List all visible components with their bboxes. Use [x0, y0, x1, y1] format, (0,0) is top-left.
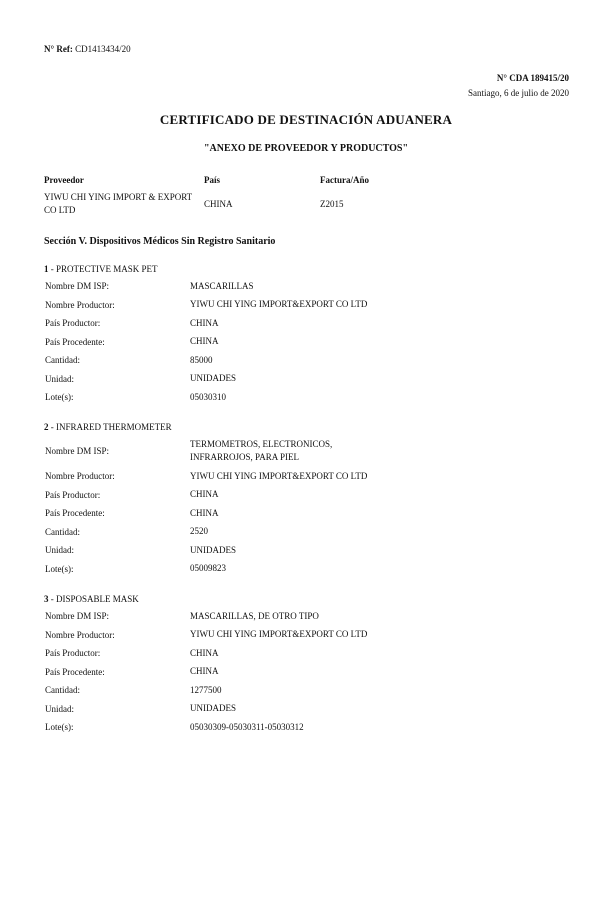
- label-nombre-productor: Nombre Productor:: [45, 471, 115, 482]
- supplier-header: Proveedor: [44, 175, 84, 185]
- reference-value: CD1413434/20: [75, 44, 131, 54]
- label-nombre-dm: Nombre DM ISP:: [45, 446, 110, 456]
- value-pais-productor: CHINA: [190, 489, 219, 500]
- row-pais-productor: [44, 486, 574, 505]
- label-nombre-productor: Nombre Productor:: [45, 629, 115, 640]
- label-cantidad: Cantidad:: [45, 526, 80, 537]
- product-number: 3: [44, 594, 49, 604]
- label-pais-procedente: País Procedente:: [45, 508, 105, 519]
- document-title: CERTIFICADO DE DESTINACIÓN ADUANERA: [159, 112, 453, 127]
- product-name: - INFRARED THERMOMETER: [48, 422, 172, 432]
- label-unidad: Unidad:: [45, 545, 74, 556]
- row-lotes: [44, 718, 574, 737]
- value-nombre-productor: YIWU CHI YING IMPORT&EXPORT CO LTD: [190, 629, 368, 640]
- reference-number: [44, 44, 131, 54]
- label-cantidad: Cantidad:: [45, 355, 80, 366]
- label-cantidad: Cantidad:: [45, 685, 80, 696]
- label-unidad: Unidad:: [45, 373, 74, 384]
- value-nombre-dm: TERMOMETROS, ELECTRONICOS, INFRARROJOS, PARA PIEL: [190, 439, 333, 462]
- value-nombre-productor: YIWU CHI YING IMPORT&EXPORT CO LTD: [190, 299, 368, 310]
- invoice-number: Z2015: [320, 199, 344, 209]
- label-nombre-productor: Nombre Productor:: [45, 299, 115, 310]
- row-nombre-dm: [44, 435, 574, 467]
- country-header: País: [204, 175, 221, 185]
- supplier-name: YIWU CHI YING IMPORT & EXPORT CO LTD: [44, 192, 193, 215]
- label-unidad: Unidad:: [45, 703, 74, 714]
- product-title: [44, 419, 574, 435]
- value-pais-procedente: CHINA: [190, 507, 219, 518]
- value-nombre-productor: YIWU CHI YING IMPORT&EXPORT CO LTD: [190, 470, 368, 481]
- value-cantidad: 1277500: [190, 684, 222, 695]
- row-nombre-dm: [44, 277, 574, 296]
- supplier-country: CHINA: [204, 199, 233, 209]
- product-number: 2: [44, 422, 49, 432]
- product-name: - DISPOSABLE MASK: [48, 594, 139, 604]
- value-lotes: 05009823: [190, 563, 226, 574]
- value-pais-productor: CHINA: [190, 317, 219, 328]
- product-block-1: [44, 261, 574, 407]
- label-nombre-dm: Nombre DM ISP:: [45, 611, 110, 622]
- label-pais-productor: País Productor:: [45, 489, 101, 500]
- label-nombre-dm: Nombre DM ISP:: [45, 281, 110, 292]
- value-lotes: 05030310: [190, 391, 226, 402]
- invoice-header: Factura/Año: [320, 175, 369, 185]
- row-nombre-productor: [44, 626, 574, 645]
- document-subtitle: "ANEXO DE PROVEEDOR Y PRODUCTOS": [203, 143, 409, 154]
- label-pais-procedente: País Procedente:: [45, 336, 105, 347]
- label-pais-productor: País Productor:: [45, 648, 101, 659]
- row-cantidad: [44, 523, 574, 542]
- value-unidad: UNIDADES: [190, 703, 236, 714]
- value-unidad: UNIDADES: [190, 373, 236, 384]
- row-pais-procedente: [44, 663, 574, 682]
- label-pais-productor: País Productor:: [45, 318, 101, 329]
- label-pais-procedente: País Procedente:: [45, 666, 105, 677]
- product-block-3: [44, 591, 574, 737]
- row-unidad: [44, 700, 574, 719]
- value-unidad: UNIDADES: [190, 544, 236, 555]
- reference-label: N° Ref:: [44, 44, 73, 54]
- row-unidad: [44, 541, 574, 560]
- product-block-2: [44, 419, 574, 578]
- value-cantidad: 2520: [190, 526, 208, 537]
- row-pais-procedente: [44, 504, 574, 523]
- value-nombre-dm: MASCARILLAS, DE OTRO TIPO: [190, 610, 319, 621]
- row-pais-procedente: [44, 333, 574, 352]
- product-name: - PROTECTIVE MASK PET: [48, 264, 158, 274]
- value-pais-procedente: CHINA: [190, 666, 219, 677]
- value-pais-procedente: CHINA: [190, 336, 219, 347]
- row-cantidad: [44, 681, 574, 700]
- row-nombre-dm: [44, 607, 574, 626]
- product-title: [44, 261, 574, 277]
- product-number: 1: [44, 264, 49, 274]
- row-cantidad: [44, 351, 574, 370]
- row-pais-productor: [44, 314, 574, 333]
- row-lotes: [44, 388, 574, 407]
- document-date: Santiago, 6 de julio de 2020: [468, 88, 569, 98]
- row-nombre-productor: [44, 296, 574, 315]
- label-lotes: Lote(s):: [45, 722, 74, 733]
- row-pais-productor: [44, 644, 574, 663]
- value-nombre-dm: MASCARILLAS: [190, 280, 254, 291]
- label-lotes: Lote(s):: [45, 563, 74, 574]
- value-cantidad: 85000: [190, 354, 213, 365]
- row-unidad: [44, 370, 574, 389]
- product-title: [44, 591, 574, 607]
- label-lotes: Lote(s):: [45, 392, 74, 403]
- section-title: Sección V. Dispositivos Médicos Sin Registro Sanitario: [44, 236, 276, 247]
- row-nombre-productor: [44, 467, 574, 486]
- row-lotes: [44, 560, 574, 579]
- value-lotes: 05030309-05030311-05030312: [190, 721, 304, 732]
- cda-number: N° CDA 189415/20: [496, 73, 569, 83]
- value-pais-productor: CHINA: [190, 647, 219, 658]
